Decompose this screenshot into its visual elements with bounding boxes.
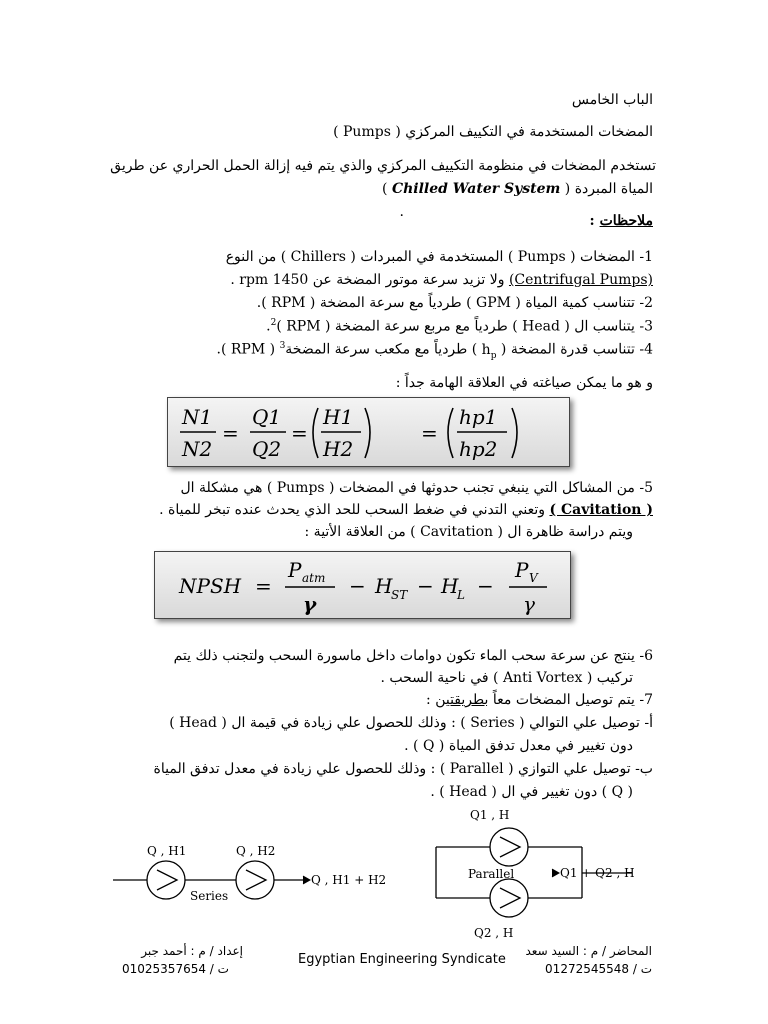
note-7b-line-2: ( Q ) دون تغيير في ال ( Head ) . — [430, 784, 633, 800]
footer-right-line-1: المحاضر / م : السيد سعد — [525, 944, 652, 958]
eq-q1: Q1 — [252, 405, 282, 429]
affinity-equation-box — [167, 397, 570, 467]
npsh-v: V — [529, 571, 538, 585]
section-title: المضخات المستخدمة في التكييف المركزي ( Pumps ) — [333, 124, 653, 140]
npsh-minus-3: − — [477, 574, 494, 598]
note-7: 7- يتم توصيل المضخات معاً بطريقتين : — [426, 692, 653, 708]
note-5-line-1: 5- من المشاكل التي ينبغي تجنب حدوثها في المضخات ( Pumps ) هي مشكلة ال — [180, 480, 653, 496]
note-1-cont: (Centrifugal Pumps) ولا تزيد سرعة موتور المضخة عن 1450 rpm . — [230, 272, 653, 288]
note-3: 3- يتناسب ال ( Head ) طردياً مع مربع سرعة المضخة ( RPM )$^2$. — [266, 318, 653, 335]
eq-hp2: hp2 — [459, 437, 498, 461]
intro-line-2: المياة المبردة ( Chilled Water System ) — [382, 181, 653, 197]
note-2: 2- تتناسب كمية المياة ( GPM ) طردياً مع سرعة المضخة ( RPM ). — [256, 295, 653, 311]
note-7a-line-1: أ- توصيل علي التوالي ( Series ) : وذلك للحصول علي زيادة في قيمة ال ( Head ) — [169, 715, 653, 731]
note-6-line-1: 6- ينتج عن سرعة سحب الماء تكون دوامات داخل ماسورة السحب ولتجنب ذلك يتم — [173, 648, 653, 664]
npsh-lhs: NPSH — [179, 574, 242, 598]
npsh-h-l: H — [441, 574, 459, 598]
parallel-top-label: Q1 , H — [470, 808, 510, 822]
eq-n2: N2 — [182, 437, 213, 461]
chapter-title: الباب الخامس — [571, 92, 653, 108]
series-output: Q , H1 + H2 — [311, 873, 387, 887]
parallel-pump-diagram — [432, 803, 658, 943]
series-caption: Series — [190, 889, 229, 903]
npsh-gamma-2: γ — [523, 592, 535, 616]
npsh-p: P — [288, 558, 302, 582]
npsh-minus-2: − — [417, 574, 434, 598]
eq-hp1: hp1 — [459, 405, 498, 429]
series-label-2: Q , H2 — [236, 844, 276, 858]
npsh-st: ST — [391, 588, 408, 602]
npsh-equation-box — [154, 551, 571, 619]
note-6-line-2: تركيب ( Anti Vortex ) في ناحية السحب . — [380, 670, 633, 686]
footer-left-line-2: ت / 01025357654 — [122, 962, 229, 976]
eq-equals-1: = — [222, 421, 239, 445]
intro-line-3: . — [399, 204, 404, 220]
parallel-output: Q1 + Q2 , H — [560, 866, 635, 880]
notes-heading: ملاحظات : — [589, 213, 653, 229]
note-4: 4- تتناسب قدرة المضخة ( $h_p$ ) طردياً مع مكعب سرعة المضخة$^3$ ( RPM ). — [216, 341, 653, 361]
footer-center: Egyptian Engineering Syndicate — [298, 952, 506, 967]
relation-intro: و هو ما يمكن صياغته في العلاقة الهامة جداً : — [395, 375, 653, 391]
eq-h2: H2 — [323, 437, 354, 461]
npsh-atm: atm — [302, 571, 326, 585]
note-5-line-3: ويتم دراسة ظاهرة ال ( Cavitation ) من العلاقة الأتية : — [304, 524, 633, 540]
note-5-line-2: ( Cavitation ) وتعني التدني في ضغط السحب للحد الذي يحدث عنده تبخر للمياة . — [159, 502, 653, 518]
eq-n1: N1 — [182, 405, 213, 429]
series-label-1: Q , H1 — [147, 844, 187, 858]
eq-equals-2: = — [291, 421, 308, 445]
eq-h1: H1 — [323, 405, 354, 429]
series-pump-diagram — [105, 838, 390, 913]
eq-q2: Q2 — [252, 437, 282, 461]
npsh-h-st: H — [375, 574, 393, 598]
npsh-l: L — [457, 588, 465, 602]
npsh-p-v: P — [515, 558, 529, 582]
npsh-equals: = — [255, 574, 272, 598]
footer-left-line-1: إعداد / م : أحمد جبر — [141, 944, 243, 958]
npsh-minus-1: − — [349, 574, 366, 598]
note-7b-line-1: ب- توصيل علي التوازي ( Parallel ) : وذلك للحصول علي زيادة في معدل تدفق المياة — [153, 761, 653, 777]
footer-right-line-2: ت / 01272545548 — [545, 962, 652, 976]
note-1: 1- المضخات ( Pumps ) المستخدمة في المبردات ( Chillers ) من النوع — [225, 249, 653, 265]
parallel-bottom-label: Q2 , H — [474, 926, 514, 940]
npsh-gamma-1: γ — [303, 592, 317, 616]
eq-equals-3: = — [421, 421, 438, 445]
note-7a-line-2: دون تغيير في معدل تدفق المياة ( Q ) . — [404, 738, 633, 754]
parallel-caption: Parallel — [468, 867, 515, 881]
intro-line-1: تستخدم المضخات في منظومة التكييف المركزي والذي يتم فيه إزالة الحمل الحراري عن طريق — [110, 158, 656, 174]
